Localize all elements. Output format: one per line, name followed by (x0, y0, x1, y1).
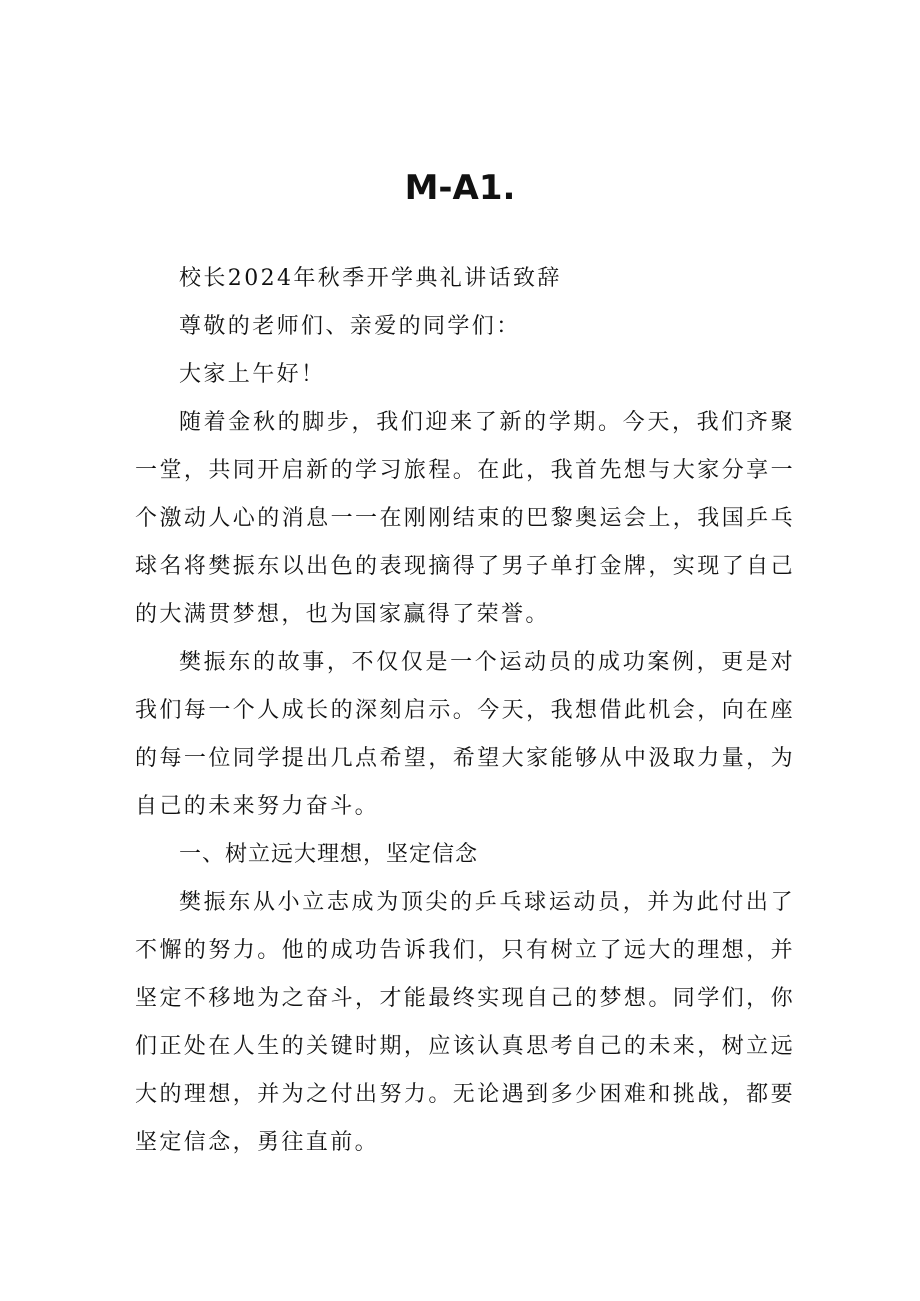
document-body (135, 255, 795, 1167)
section-heading: 一、树立远大理想，坚定信念 (179, 842, 479, 867)
paragraph: 樊振东的故事，不仅仅是一个运动员的成功案例，更是对我们每一个人成长的深刻启示。今天，我想借此机会，向在座的每一位同学提出几点希望，希望大家能够从中汲取力量，为自己的未来努力奋斗。 (135, 650, 795, 819)
document-header: M-A1. (404, 168, 516, 208)
paragraph: 樊振东从小立志成为顶尖的乒乓球运动员，并为此付出了不懈的努力。他的成功告诉我们，只有树立了远大的理想，并坚定不移地为之奋斗，才能最终实现自己的梦想。同学们，你们正处在人生的关键时期，应该认真思考自己的未来，树立远大的理想，并为之付出努力。无论遇到多少困难和挑战，都要坚定信念，勇往直前。 (135, 890, 795, 1155)
paragraph: 随着金秋的脚步，我们迎来了新的学期。今天，我们齐聚一堂，共同开启新的学习旅程。在此，我首先想与大家分享一个激动人心的消息一一在刚刚结束的巴黎奥运会上，我国乒乓球名将樊振东以出色的表现摘得了男子单打金牌，实现了自己的大满贯梦想，也为国家赢得了荣誉。 (135, 410, 795, 627)
speech-title: 校长2024年秋季开学典礼讲话致辞 (179, 266, 562, 291)
salutation: 尊敬的老师们、亲爱的同学们： (179, 314, 521, 339)
greeting: 大家上午好！ (179, 362, 326, 387)
